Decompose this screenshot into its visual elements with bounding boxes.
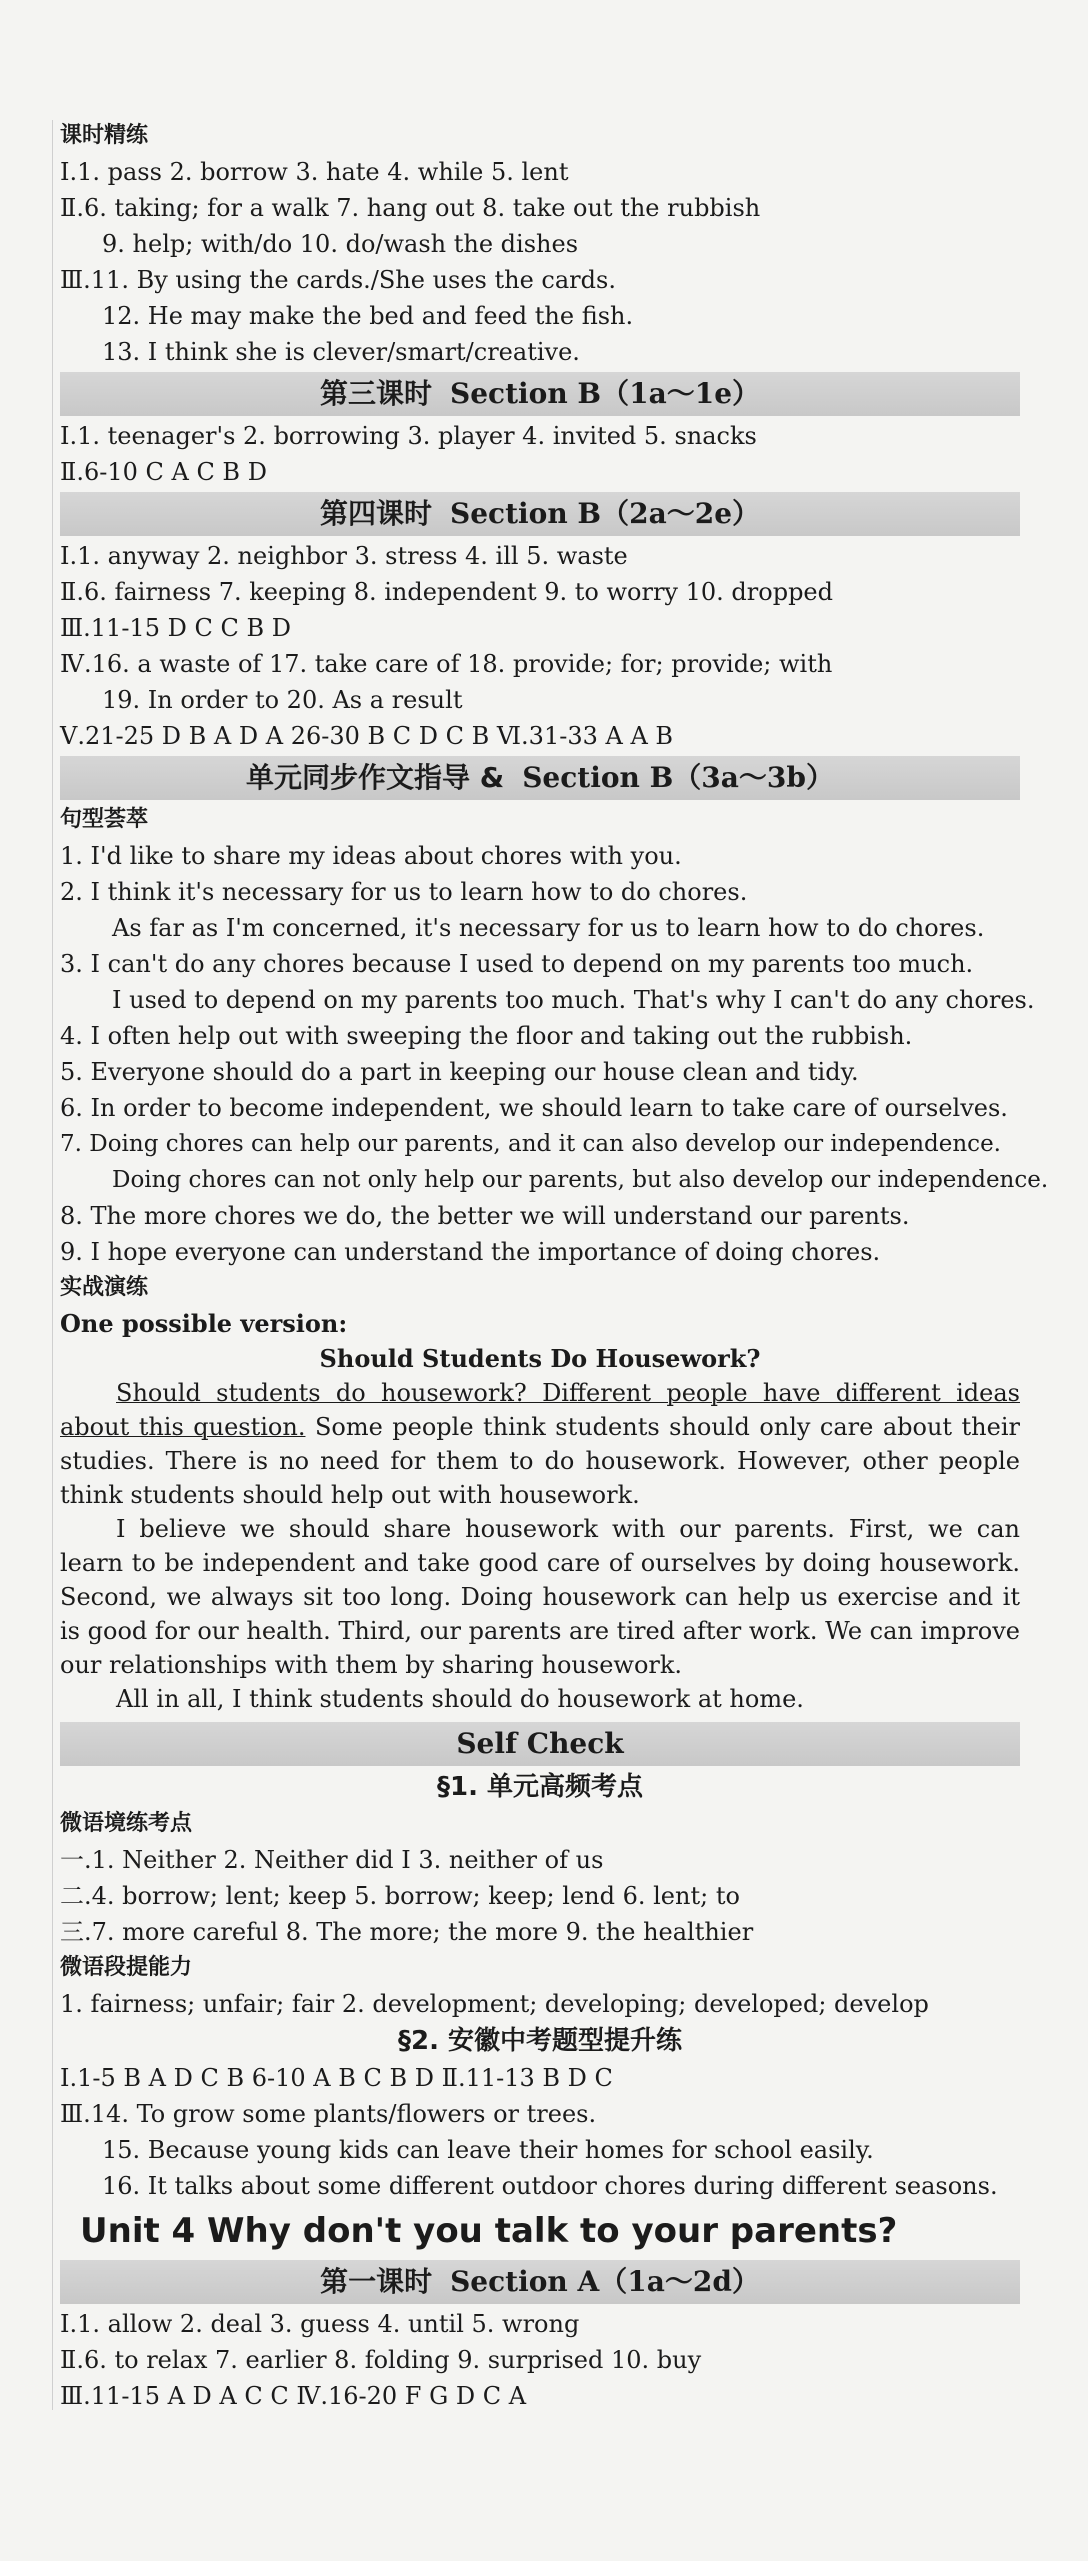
answer-line: 13. I think she is clever/smart/creative. — [102, 338, 580, 366]
sentence-line: 5. Everyone should do a part in keeping our house clean and tidy. — [60, 1058, 859, 1086]
answer-line: Ⅱ.6. taking; for a walk 7. hang out 8. take out the rubbish — [60, 194, 761, 222]
section-bar-writing — [60, 756, 1020, 800]
essay-paragraph-1 — [60, 1376, 1020, 1512]
sentence-line: 4. I often help out with sweeping the floor and taking out the rubbish. — [60, 1022, 913, 1050]
section-bar-zh: 单元同步作文指导 & — [246, 761, 505, 794]
sentence-line: 9. I hope everyone can understand the importance of doing chores. — [60, 1238, 881, 1266]
sentence-line: 1. I'd like to share my ideas about chores with you. — [60, 842, 682, 870]
answer-line: 三.7. more careful 8. The more; the more 9. the healthier — [60, 1918, 754, 1946]
section-bar-zh: 第四课时 — [319, 497, 432, 530]
answer-line: 15. Because young kids can leave their homes for school easily. — [102, 2136, 874, 2164]
answer-line: Ⅲ.11. By using the cards./She uses the cards. — [60, 266, 616, 294]
answer-line: 一.1. Neither 2. Neither did I 3. neither of us — [60, 1846, 604, 1874]
section-bar-zh: 第三课时 — [319, 377, 432, 410]
answer-line: Ⅰ.1-5 B A D C B 6-10 A B C B D Ⅱ.11-13 B D C — [60, 2064, 613, 2092]
answer-line: Ⅰ.1. teenager's 2. borrowing 3. player 4. invited 5. snacks — [60, 422, 757, 450]
answer-line: Ⅲ.14. To grow some plants/flowers or trees. — [60, 2100, 597, 2128]
sentence-line: 7. Doing chores can help our parents, and it can also develop our independence. — [60, 1131, 1001, 1157]
content — [60, 118, 1049, 2414]
answer-line: Ⅱ.6. to relax 7. earlier 8. folding 9. surprised 10. buy — [60, 2346, 702, 2374]
answer-line: Ⅰ.1. anyway 2. neighbor 3. stress 4. ill 5. waste — [60, 542, 628, 570]
essay-title: Should Students Do Housework? — [319, 1344, 761, 1373]
micro-context-heading: 微语境练考点 — [60, 1811, 193, 1836]
answer-line: 二.4. borrow; lent; keep 5. borrow; keep; lend 6. lent; to — [60, 1882, 740, 1910]
unit-title: Unit 4 Why don't you talk to your parents? — [80, 2211, 898, 2251]
section-bar-en: Section B（2a～2e） — [449, 497, 761, 530]
lesson-practice-heading: 课时精练 — [60, 123, 149, 148]
self-check-title: Self Check — [456, 1727, 624, 1760]
answer-line: 1. fairness; unfair; fair 2. development; developing; developed; develop — [60, 1990, 929, 2018]
answer-line: 19. In order to 20. As a result — [102, 686, 463, 714]
margin-rule — [52, 120, 53, 2410]
sentence-line: I used to depend on my parents too much. That's why I can't do any chores. — [112, 986, 1035, 1014]
answer-line: Ⅱ.6. fairness 7. keeping 8. independent 9. to worry 10. dropped — [60, 578, 833, 606]
self-check-bar — [60, 1722, 1020, 1766]
section-bar-lesson3 — [60, 372, 1020, 416]
section-bar-en: Section B（3a～3b） — [522, 761, 834, 794]
essay-paragraph-3: All in all, I think students should do housework at home. — [116, 1685, 804, 1713]
micro-paragraph-heading: 微语段提能力 — [60, 1955, 193, 1980]
self-check-sub1: §1. 单元高频考点 — [436, 1772, 644, 1802]
version-label: One possible version: — [60, 1309, 348, 1338]
sentence-line: As far as I'm concerned, it's necessary for us to learn how to do chores. — [112, 914, 985, 942]
practice-heading: 实战演练 — [60, 1275, 149, 1300]
self-check-sub2: §2. 安徽中考题型提升练 — [397, 2026, 683, 2056]
section-bar-lesson4 — [60, 492, 1020, 536]
sentence-line: 2. I think it's necessary for us to learn how to do chores. — [60, 878, 748, 906]
sentence-heading: 句型荟萃 — [60, 807, 149, 832]
section-bar-unit4-lesson1 — [60, 2260, 1020, 2304]
answer-line: Ⅲ.11-15 A D A C C Ⅳ.16-20 F G D C A — [60, 2382, 527, 2410]
answer-line: Ⅳ.16. a waste of 17. take care of 18. provide; for; provide; with — [60, 650, 833, 678]
answer-line: 12. He may make the bed and feed the fish. — [102, 302, 634, 330]
answer-line: Ⅰ.1. pass 2. borrow 3. hate 4. while 5. lent — [60, 158, 569, 186]
answer-line: Ⅲ.11-15 D C C B D — [60, 614, 291, 642]
sentence-line: 8. The more chores we do, the better we will understand our parents. — [60, 1202, 910, 1230]
essay-underlined-text: Should students do housework? Different people have different ideas about this question. — [60, 1379, 1020, 1441]
answer-line: 16. It talks about some different outdoor chores during different seasons. — [102, 2172, 998, 2200]
sentence-line: 3. I can't do any chores because I used to depend on my parents too much. — [60, 950, 974, 978]
section-bar-en: Section A（1a～2d） — [450, 2265, 760, 2298]
answer-line: Ⅴ.21-25 D B A D A 26-30 B C D C B Ⅵ.31-33 A A B — [60, 722, 674, 750]
sentence-line: Doing chores can not only help our parents, but also develop our independence. — [112, 1167, 1049, 1193]
answer-line: Ⅰ.1. allow 2. deal 3. guess 4. until 5. wrong — [60, 2310, 580, 2338]
section-bar-en: Section B（1a～1e） — [449, 377, 761, 410]
essay-paragraph-2: I believe we should share housework with our parents. First, we can learn to be independent and take good care of ourselves by doing housework. Second, we always sit too long. Doing housework can help us exercise and it is good for our health. Third, our parents are tired after work. We can improve our relationships with them by sharing housework. — [60, 1515, 1020, 1679]
section-bar-zh: 第一课时 — [320, 2265, 433, 2298]
answer-line: Ⅱ.6-10 C A C B D — [60, 458, 267, 486]
answer-line: 9. help; with/do 10. do/wash the dishes — [102, 230, 579, 258]
sentence-line: 6. In order to become independent, we should learn to take care of ourselves. — [60, 1094, 1008, 1122]
essay-p1-rest: Some people think students should only care about their studies. There is no need for them to do housework. However, other people think students should help out with housework. — [60, 1413, 1020, 1509]
